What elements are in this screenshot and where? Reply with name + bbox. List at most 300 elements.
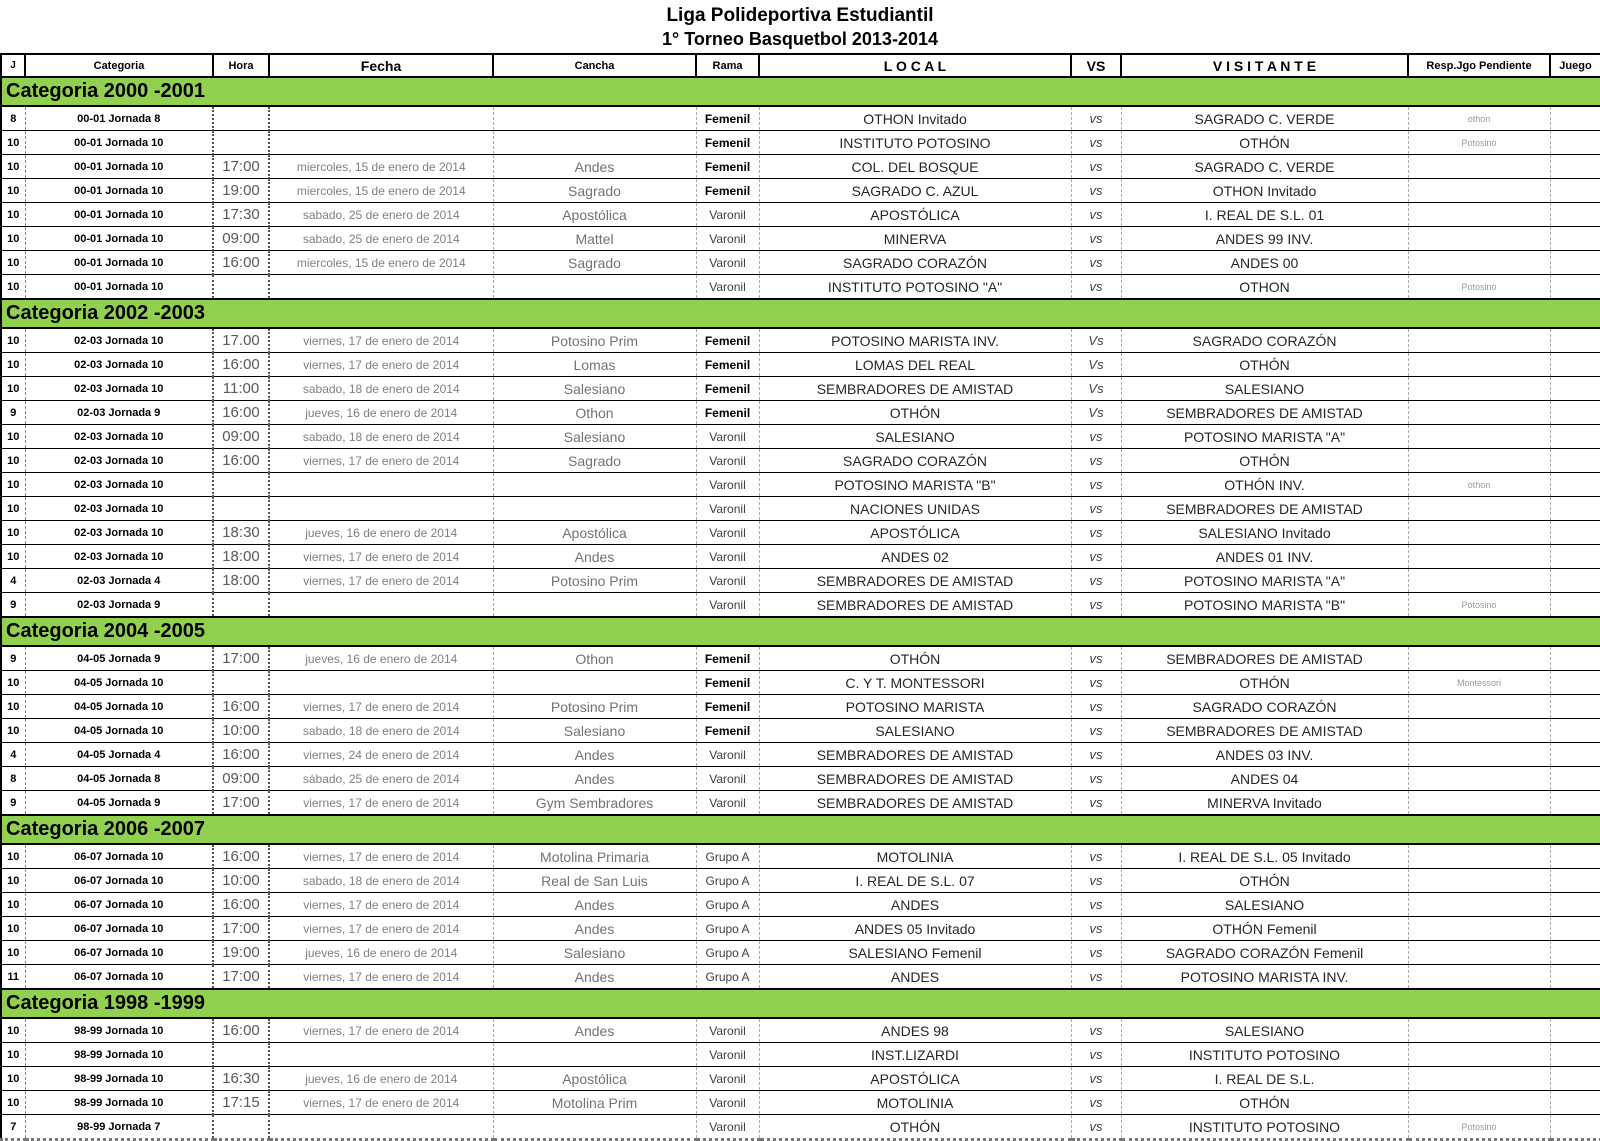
cell-resp bbox=[1408, 791, 1550, 816]
cell-juego bbox=[1550, 767, 1600, 791]
cell-vs: vs bbox=[1071, 743, 1121, 767]
cell-resp bbox=[1408, 869, 1550, 893]
cell-fecha: sabado, 25 de enero de 2014 bbox=[269, 203, 493, 227]
cell-visitante: SAGRADO C. VERDE bbox=[1121, 106, 1408, 131]
cell-j: 4 bbox=[1, 569, 25, 593]
cell-resp bbox=[1408, 425, 1550, 449]
cell-vs: vs bbox=[1071, 425, 1121, 449]
column-header-local: L O C A L bbox=[759, 54, 1071, 77]
cell-fecha: viernes, 17 de enero de 2014 bbox=[269, 545, 493, 569]
match-row bbox=[1, 401, 1600, 425]
cell-juego bbox=[1550, 593, 1600, 618]
section-title: Categoria 2004 -2005 bbox=[1, 617, 1600, 646]
cell-resp bbox=[1408, 401, 1550, 425]
cell-rama: Grupo A bbox=[696, 965, 759, 990]
cell-hora: 16:00 bbox=[213, 844, 269, 869]
cell-vs: vs bbox=[1071, 251, 1121, 275]
cell-categoria: 98-99 Jornada 10 bbox=[25, 1018, 213, 1043]
section-title: Categoria 2000 -2001 bbox=[1, 77, 1600, 106]
cell-local: SALESIANO Femenil bbox=[759, 941, 1071, 965]
cell-categoria: 06-07 Jornada 10 bbox=[25, 893, 213, 917]
cell-local: OTHON Invitado bbox=[759, 106, 1071, 131]
cell-j: 10 bbox=[1, 203, 25, 227]
cell-categoria: 98-99 Jornada 7 bbox=[25, 1115, 213, 1140]
match-row bbox=[1, 425, 1600, 449]
cell-j: 10 bbox=[1, 353, 25, 377]
cell-fecha: viernes, 17 de enero de 2014 bbox=[269, 791, 493, 816]
cell-rama: Varonil bbox=[696, 1043, 759, 1067]
section-header-row bbox=[1, 77, 1600, 106]
cell-vs: vs bbox=[1071, 106, 1121, 131]
cell-vs: Vs bbox=[1071, 353, 1121, 377]
match-row bbox=[1, 917, 1600, 941]
cell-categoria: 04-05 Jornada 8 bbox=[25, 767, 213, 791]
cell-local: SALESIANO bbox=[759, 719, 1071, 743]
cell-rama: Varonil bbox=[696, 251, 759, 275]
cell-j: 10 bbox=[1, 275, 25, 300]
cell-visitante: ANDES 04 bbox=[1121, 767, 1408, 791]
cell-juego bbox=[1550, 227, 1600, 251]
cell-visitante: INSTITUTO POTOSINO bbox=[1121, 1115, 1408, 1140]
cell-vs: vs bbox=[1071, 275, 1121, 300]
cell-j: 10 bbox=[1, 377, 25, 401]
cell-resp bbox=[1408, 695, 1550, 719]
cell-j: 10 bbox=[1, 893, 25, 917]
cell-resp bbox=[1408, 521, 1550, 545]
cell-j: 10 bbox=[1, 1067, 25, 1091]
match-row bbox=[1, 328, 1600, 353]
cell-rama: Grupo A bbox=[696, 869, 759, 893]
cell-cancha: Real de San Luis bbox=[493, 869, 696, 893]
cell-juego bbox=[1550, 377, 1600, 401]
cell-categoria: 98-99 Jornada 10 bbox=[25, 1067, 213, 1091]
cell-hora: 11:00 bbox=[213, 377, 269, 401]
section-header-row bbox=[1, 299, 1600, 328]
cell-vs: vs bbox=[1071, 473, 1121, 497]
cell-juego bbox=[1550, 497, 1600, 521]
cell-vs: vs bbox=[1071, 1115, 1121, 1140]
cell-cancha bbox=[493, 497, 696, 521]
cell-resp: Potosino bbox=[1408, 593, 1550, 618]
cell-juego bbox=[1550, 251, 1600, 275]
cell-visitante: POTOSINO MARISTA "A" bbox=[1121, 569, 1408, 593]
cell-resp: Potosino bbox=[1408, 1115, 1550, 1140]
cell-rama: Femenil bbox=[696, 179, 759, 203]
cell-local: MINERVA bbox=[759, 227, 1071, 251]
cell-fecha: jueves, 16 de enero de 2014 bbox=[269, 646, 493, 671]
cell-fecha: viernes, 17 de enero de 2014 bbox=[269, 1018, 493, 1043]
cell-visitante: OTHÓN bbox=[1121, 131, 1408, 155]
cell-vs: Vs bbox=[1071, 328, 1121, 353]
cell-categoria: 04-05 Jornada 10 bbox=[25, 671, 213, 695]
match-row bbox=[1, 1018, 1600, 1043]
cell-visitante: SEMBRADORES DE AMISTAD bbox=[1121, 719, 1408, 743]
cell-cancha: Andes bbox=[493, 767, 696, 791]
cell-cancha bbox=[493, 473, 696, 497]
cell-rama: Femenil bbox=[696, 695, 759, 719]
cell-resp bbox=[1408, 497, 1550, 521]
cell-j: 10 bbox=[1, 251, 25, 275]
cell-categoria: 02-03 Jornada 10 bbox=[25, 521, 213, 545]
cell-cancha bbox=[493, 106, 696, 131]
cell-visitante: SEMBRADORES DE AMISTAD bbox=[1121, 646, 1408, 671]
cell-hora: 17:00 bbox=[213, 965, 269, 990]
cell-cancha: Salesiano bbox=[493, 425, 696, 449]
cell-categoria: 00-01 Jornada 10 bbox=[25, 131, 213, 155]
cell-hora: 16:30 bbox=[213, 1067, 269, 1091]
match-row bbox=[1, 593, 1600, 618]
cell-categoria: 02-03 Jornada 10 bbox=[25, 353, 213, 377]
cell-j: 7 bbox=[1, 1115, 25, 1140]
match-row bbox=[1, 227, 1600, 251]
cell-j: 8 bbox=[1, 767, 25, 791]
cell-vs: vs bbox=[1071, 1067, 1121, 1091]
cell-rama: Varonil bbox=[696, 425, 759, 449]
cell-hora: 17.00 bbox=[213, 328, 269, 353]
match-row bbox=[1, 646, 1600, 671]
cell-resp bbox=[1408, 965, 1550, 990]
cell-resp bbox=[1408, 1091, 1550, 1115]
cell-resp bbox=[1408, 353, 1550, 377]
cell-local: ANDES 05 Invitado bbox=[759, 917, 1071, 941]
cell-fecha bbox=[269, 1043, 493, 1067]
cell-hora: 17:00 bbox=[213, 791, 269, 816]
cell-cancha: Potosino Prim bbox=[493, 569, 696, 593]
cell-resp bbox=[1408, 767, 1550, 791]
cell-visitante: OTHÓN bbox=[1121, 449, 1408, 473]
cell-cancha: Othon bbox=[493, 646, 696, 671]
cell-rama: Varonil bbox=[696, 1018, 759, 1043]
column-header-rama: Rama bbox=[696, 54, 759, 77]
cell-categoria: 02-03 Jornada 9 bbox=[25, 593, 213, 618]
cell-cancha: Potosino Prim bbox=[493, 328, 696, 353]
cell-hora: 17:00 bbox=[213, 646, 269, 671]
cell-vs: vs bbox=[1071, 695, 1121, 719]
cell-categoria: 04-05 Jornada 10 bbox=[25, 695, 213, 719]
cell-vs: vs bbox=[1071, 521, 1121, 545]
cell-cancha bbox=[493, 131, 696, 155]
cell-categoria: 00-01 Jornada 8 bbox=[25, 106, 213, 131]
cell-rama: Varonil bbox=[696, 275, 759, 300]
cell-rama: Varonil bbox=[696, 1091, 759, 1115]
cell-cancha: Sagrado bbox=[493, 179, 696, 203]
cell-hora: 17:00 bbox=[213, 917, 269, 941]
match-row bbox=[1, 893, 1600, 917]
cell-vs: Vs bbox=[1071, 401, 1121, 425]
cell-local: SAGRADO C. AZUL bbox=[759, 179, 1071, 203]
cell-hora: 10:00 bbox=[213, 719, 269, 743]
cell-local: ANDES 02 bbox=[759, 545, 1071, 569]
cell-local: I. REAL DE S.L. 07 bbox=[759, 869, 1071, 893]
cell-fecha: sabado, 18 de enero de 2014 bbox=[269, 719, 493, 743]
cell-j: 8 bbox=[1, 106, 25, 131]
cell-fecha: miercoles, 15 de enero de 2014 bbox=[269, 155, 493, 179]
cell-categoria: 00-01 Jornada 10 bbox=[25, 251, 213, 275]
cell-visitante: OTHON bbox=[1121, 275, 1408, 300]
match-row bbox=[1, 353, 1600, 377]
cell-juego bbox=[1550, 869, 1600, 893]
cell-visitante: SALESIANO bbox=[1121, 1018, 1408, 1043]
cell-fecha bbox=[269, 671, 493, 695]
cell-hora: 09:00 bbox=[213, 425, 269, 449]
cell-vs: vs bbox=[1071, 1018, 1121, 1043]
cell-hora bbox=[213, 593, 269, 618]
cell-j: 11 bbox=[1, 965, 25, 990]
cell-rama: Varonil bbox=[696, 593, 759, 618]
match-row bbox=[1, 743, 1600, 767]
cell-juego bbox=[1550, 695, 1600, 719]
cell-fecha bbox=[269, 593, 493, 618]
cell-j: 10 bbox=[1, 1091, 25, 1115]
cell-j: 10 bbox=[1, 328, 25, 353]
cell-hora bbox=[213, 1043, 269, 1067]
cell-juego bbox=[1550, 671, 1600, 695]
cell-local: SEMBRADORES DE AMISTAD bbox=[759, 791, 1071, 816]
cell-vs: vs bbox=[1071, 155, 1121, 179]
cell-hora: 16:00 bbox=[213, 1018, 269, 1043]
match-row bbox=[1, 869, 1600, 893]
cell-fecha: viernes, 17 de enero de 2014 bbox=[269, 965, 493, 990]
cell-cancha: Sagrado bbox=[493, 251, 696, 275]
cell-resp bbox=[1408, 203, 1550, 227]
cell-resp bbox=[1408, 569, 1550, 593]
cell-hora bbox=[213, 131, 269, 155]
match-row bbox=[1, 844, 1600, 869]
cell-j: 4 bbox=[1, 743, 25, 767]
cell-resp bbox=[1408, 155, 1550, 179]
cell-resp: Potosino bbox=[1408, 131, 1550, 155]
match-row bbox=[1, 545, 1600, 569]
cell-vs: vs bbox=[1071, 227, 1121, 251]
cell-fecha: viernes, 17 de enero de 2014 bbox=[269, 1091, 493, 1115]
cell-local: MOTOLINIA bbox=[759, 844, 1071, 869]
cell-fecha: sabado, 18 de enero de 2014 bbox=[269, 377, 493, 401]
cell-juego bbox=[1550, 328, 1600, 353]
cell-local: POTOSINO MARISTA bbox=[759, 695, 1071, 719]
cell-juego bbox=[1550, 155, 1600, 179]
match-row bbox=[1, 719, 1600, 743]
title-line-1: Liga Polideportiva Estudiantil bbox=[666, 5, 934, 26]
cell-vs: vs bbox=[1071, 1091, 1121, 1115]
match-row bbox=[1, 695, 1600, 719]
cell-local: SEMBRADORES DE AMISTAD bbox=[759, 377, 1071, 401]
cell-juego bbox=[1550, 844, 1600, 869]
cell-hora bbox=[213, 671, 269, 695]
cell-resp bbox=[1408, 646, 1550, 671]
match-row bbox=[1, 179, 1600, 203]
cell-resp bbox=[1408, 545, 1550, 569]
cell-resp bbox=[1408, 1067, 1550, 1091]
cell-cancha: Othon bbox=[493, 401, 696, 425]
cell-visitante: SALESIANO Invitado bbox=[1121, 521, 1408, 545]
cell-categoria: 02-03 Jornada 10 bbox=[25, 377, 213, 401]
cell-fecha: miercoles, 15 de enero de 2014 bbox=[269, 251, 493, 275]
column-header-j: J bbox=[1, 54, 25, 77]
cell-visitante: SALESIANO bbox=[1121, 893, 1408, 917]
cell-fecha: jueves, 16 de enero de 2014 bbox=[269, 401, 493, 425]
cell-vs: vs bbox=[1071, 593, 1121, 618]
cell-local: SEMBRADORES DE AMISTAD bbox=[759, 569, 1071, 593]
cell-fecha bbox=[269, 497, 493, 521]
section-title: Categoria 1998 -1999 bbox=[1, 989, 1600, 1018]
cell-vs: vs bbox=[1071, 203, 1121, 227]
cell-hora: 18:00 bbox=[213, 569, 269, 593]
column-header-visitante: V I S I T A N T E bbox=[1121, 54, 1408, 77]
cell-vs: vs bbox=[1071, 719, 1121, 743]
column-header-vs: VS bbox=[1071, 54, 1121, 77]
cell-categoria: 02-03 Jornada 4 bbox=[25, 569, 213, 593]
cell-juego bbox=[1550, 1115, 1600, 1140]
match-row bbox=[1, 1067, 1600, 1091]
cell-j: 10 bbox=[1, 917, 25, 941]
cell-rama: Varonil bbox=[696, 1115, 759, 1140]
cell-local: SEMBRADORES DE AMISTAD bbox=[759, 743, 1071, 767]
match-row bbox=[1, 275, 1600, 300]
cell-rama: Femenil bbox=[696, 671, 759, 695]
cell-cancha: Andes bbox=[493, 917, 696, 941]
cell-visitante: MINERVA Invitado bbox=[1121, 791, 1408, 816]
cell-local: SALESIANO bbox=[759, 425, 1071, 449]
cell-j: 10 bbox=[1, 671, 25, 695]
cell-fecha bbox=[269, 1115, 493, 1140]
cell-hora: 16:00 bbox=[213, 449, 269, 473]
cell-local: MOTOLINIA bbox=[759, 1091, 1071, 1115]
cell-hora: 19:00 bbox=[213, 179, 269, 203]
cell-juego bbox=[1550, 965, 1600, 990]
cell-local: APOSTÓLICA bbox=[759, 203, 1071, 227]
cell-hora: 16:00 bbox=[213, 743, 269, 767]
cell-hora: 17:15 bbox=[213, 1091, 269, 1115]
cell-categoria: 00-01 Jornada 10 bbox=[25, 275, 213, 300]
column-header-cancha: Cancha bbox=[493, 54, 696, 77]
cell-cancha: Apostólica bbox=[493, 203, 696, 227]
cell-local: ANDES bbox=[759, 893, 1071, 917]
cell-rama: Varonil bbox=[696, 743, 759, 767]
cell-juego bbox=[1550, 791, 1600, 816]
cell-categoria: 02-03 Jornada 10 bbox=[25, 545, 213, 569]
cell-cancha bbox=[493, 275, 696, 300]
cell-vs: vs bbox=[1071, 449, 1121, 473]
cell-resp bbox=[1408, 893, 1550, 917]
cell-hora: 19:00 bbox=[213, 941, 269, 965]
cell-resp: Potosino bbox=[1408, 275, 1550, 300]
cell-fecha: viernes, 17 de enero de 2014 bbox=[269, 844, 493, 869]
cell-categoria: 02-03 Jornada 10 bbox=[25, 328, 213, 353]
cell-rama: Grupo A bbox=[696, 917, 759, 941]
cell-visitante: POTOSINO MARISTA "B" bbox=[1121, 593, 1408, 618]
section-header-row bbox=[1, 617, 1600, 646]
cell-resp bbox=[1408, 227, 1550, 251]
cell-cancha: Andes bbox=[493, 893, 696, 917]
cell-visitante: OTHÓN Femenil bbox=[1121, 917, 1408, 941]
cell-categoria: 02-03 Jornada 10 bbox=[25, 473, 213, 497]
cell-resp bbox=[1408, 917, 1550, 941]
cell-resp bbox=[1408, 449, 1550, 473]
cell-rama: Femenil bbox=[696, 131, 759, 155]
cell-categoria: 00-01 Jornada 10 bbox=[25, 203, 213, 227]
cell-cancha: Andes bbox=[493, 545, 696, 569]
cell-local: ANDES bbox=[759, 965, 1071, 990]
cell-fecha: sábado, 25 de enero de 2014 bbox=[269, 767, 493, 791]
cell-visitante: POTOSINO MARISTA "A" bbox=[1121, 425, 1408, 449]
cell-rama: Femenil bbox=[696, 106, 759, 131]
match-row bbox=[1, 1115, 1600, 1140]
cell-visitante: I. REAL DE S.L. 05 Invitado bbox=[1121, 844, 1408, 869]
match-row bbox=[1, 1043, 1600, 1067]
cell-j: 10 bbox=[1, 941, 25, 965]
cell-fecha: viernes, 24 de enero de 2014 bbox=[269, 743, 493, 767]
cell-rama: Femenil bbox=[696, 401, 759, 425]
cell-rama: Grupo A bbox=[696, 941, 759, 965]
cell-categoria: 02-03 Jornada 10 bbox=[25, 425, 213, 449]
cell-cancha: Motolina Prim bbox=[493, 1091, 696, 1115]
cell-hora bbox=[213, 106, 269, 131]
cell-visitante: SAGRADO CORAZÓN bbox=[1121, 328, 1408, 353]
cell-categoria: 04-05 Jornada 4 bbox=[25, 743, 213, 767]
cell-j: 9 bbox=[1, 646, 25, 671]
cell-resp bbox=[1408, 328, 1550, 353]
cell-rama: Grupo A bbox=[696, 844, 759, 869]
match-row bbox=[1, 791, 1600, 816]
cell-cancha: Salesiano bbox=[493, 377, 696, 401]
cell-local: LOMAS DEL REAL bbox=[759, 353, 1071, 377]
cell-categoria: 06-07 Jornada 10 bbox=[25, 844, 213, 869]
cell-local: INST.LIZARDI bbox=[759, 1043, 1071, 1067]
cell-local: SAGRADO CORAZÓN bbox=[759, 449, 1071, 473]
cell-local: INSTITUTO POTOSINO "A" bbox=[759, 275, 1071, 300]
cell-local: OTHÓN bbox=[759, 1115, 1071, 1140]
cell-vs: vs bbox=[1071, 791, 1121, 816]
cell-hora bbox=[213, 473, 269, 497]
cell-fecha: jueves, 16 de enero de 2014 bbox=[269, 1067, 493, 1091]
cell-visitante: SEMBRADORES DE AMISTAD bbox=[1121, 497, 1408, 521]
cell-local: C. Y T. MONTESSORI bbox=[759, 671, 1071, 695]
cell-cancha: Apostólica bbox=[493, 1067, 696, 1091]
section-header-row bbox=[1, 815, 1600, 844]
cell-visitante: OTHÓN INV. bbox=[1121, 473, 1408, 497]
cell-juego bbox=[1550, 425, 1600, 449]
cell-juego bbox=[1550, 401, 1600, 425]
cell-local: SEMBRADORES DE AMISTAD bbox=[759, 767, 1071, 791]
cell-juego bbox=[1550, 179, 1600, 203]
cell-vs: vs bbox=[1071, 965, 1121, 990]
cell-rama: Femenil bbox=[696, 377, 759, 401]
cell-juego bbox=[1550, 353, 1600, 377]
cell-j: 10 bbox=[1, 227, 25, 251]
cell-cancha: Andes bbox=[493, 965, 696, 990]
match-row bbox=[1, 449, 1600, 473]
cell-juego bbox=[1550, 131, 1600, 155]
cell-j: 10 bbox=[1, 719, 25, 743]
cell-resp: Montessori bbox=[1408, 671, 1550, 695]
cell-vs: vs bbox=[1071, 1043, 1121, 1067]
cell-local: COL. DEL BOSQUE bbox=[759, 155, 1071, 179]
cell-cancha: Salesiano bbox=[493, 941, 696, 965]
document-title bbox=[0, 0, 1600, 50]
cell-j: 10 bbox=[1, 869, 25, 893]
match-row bbox=[1, 497, 1600, 521]
cell-vs: vs bbox=[1071, 646, 1121, 671]
cell-j: 9 bbox=[1, 791, 25, 816]
match-row bbox=[1, 131, 1600, 155]
match-row bbox=[1, 941, 1600, 965]
match-row bbox=[1, 767, 1600, 791]
cell-visitante: INSTITUTO POTOSINO bbox=[1121, 1043, 1408, 1067]
cell-resp bbox=[1408, 179, 1550, 203]
cell-vs: vs bbox=[1071, 497, 1121, 521]
cell-resp bbox=[1408, 941, 1550, 965]
cell-visitante: I. REAL DE S.L. 01 bbox=[1121, 203, 1408, 227]
